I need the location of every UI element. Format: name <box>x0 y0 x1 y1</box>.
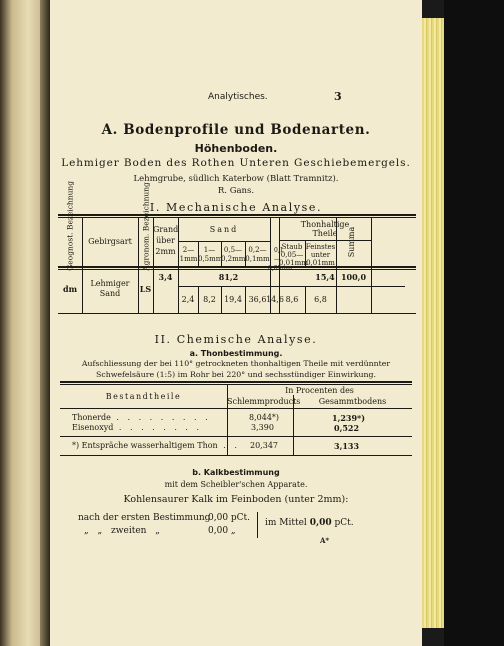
chem-sub-a: a. Thonbestimmung. <box>189 349 283 358</box>
col-grand: Grand über 2mm <box>153 225 179 256</box>
col-summa: Summa <box>347 226 356 258</box>
chem-sub-b: b. Kalkbestimmung <box>192 468 280 477</box>
cell-sand-total: 81,2 <box>218 272 239 282</box>
page-number: 3 <box>334 90 342 103</box>
sand-subcol: 1— 0,5mm <box>198 246 223 263</box>
chem-heading: II. Chemische Analyse. <box>154 333 318 346</box>
cell-geognost: dm <box>62 284 78 294</box>
thon-subcol: Feinstes unter 0,01mm <box>305 243 336 267</box>
kalk-title: Kohlensaurer Kalk im Feinboden (unter 2mm): <box>123 494 349 505</box>
cell-thon: 6,8 <box>314 295 327 304</box>
section-subtitle: Höhenboden. <box>194 142 278 155</box>
col-thon: Thonhaltige Theile <box>300 220 350 238</box>
col-percent: In Procenten des <box>285 386 354 395</box>
thon-subcol: Staub 0,05— 0,01mm <box>279 243 308 267</box>
book-cover <box>444 0 504 646</box>
cell-sand: 14,6 <box>266 295 284 304</box>
cell-sand: 36,6 <box>248 295 267 304</box>
row-gesamt: 1,239*) <box>332 413 366 423</box>
col-agronom: Agronom. Bezeichnung <box>141 182 151 271</box>
footnote-schlemm: 20,347 <box>250 441 278 450</box>
cell-thon-total: 15,4 <box>315 272 335 282</box>
running-title: Analytisches. <box>208 92 268 102</box>
leader-dots: . . . . . . . . <box>113 423 203 432</box>
cell-sand: 2,4 <box>181 295 195 304</box>
sand-subcol: 2— 1mm <box>179 246 198 263</box>
facing-page-edge <box>0 0 40 646</box>
author: R. Gans. <box>217 186 255 196</box>
apparatus-line: mit dem Scheibler'schen Apparate. <box>164 480 308 489</box>
row-schlemm: 3,390 <box>251 423 274 432</box>
col-bestandtheile: Bestandtheile <box>105 392 182 401</box>
mean-line: im Mittel 0,00 pCt. <box>265 518 354 528</box>
kalk-row-label: „ „ zweiten „ <box>84 526 160 536</box>
chem-desc-1: Aufschliessung der bei 110° getrockneten thonhaltigen Theile mit verdünnter <box>81 359 391 368</box>
col-schlemm: Schlemmproducts <box>227 397 301 406</box>
mech-heading: I. Mechanische Analyse. <box>149 201 323 214</box>
location-line: Lehmgrube, südlich Katerbow (Blatt Tramnitz). <box>133 174 339 184</box>
cell-sand: 19,4 <box>224 295 242 304</box>
cell-gebirgsart: Lehmiger Sand <box>90 279 130 298</box>
row-schlemm: 8,044*) <box>249 413 280 422</box>
row-gesamt: 0,522 <box>334 423 360 433</box>
section-title: A. Bodenprofile und Bodenarten. <box>101 122 371 138</box>
chemical-analysis-table <box>50 0 422 470</box>
leader-dots: . . . . . . . . . <box>110 413 211 422</box>
cell-grand: 3,4 <box>158 272 173 282</box>
soil-title: Lehmiger Boden des Rothen Unteren Geschiebemergels. <box>61 157 411 169</box>
row-label: Eisenoxyd . . . . . . . . <box>72 423 203 432</box>
cell-sand: 8,2 <box>203 295 216 304</box>
chem-desc-2: Schwefelsäure (1:5) im Rohr bei 220° und sechsstündiger Einwirkung. <box>96 370 376 379</box>
kalk-row-label: nach der ersten Bestimmung <box>78 513 211 523</box>
row-label: Thonerde . . . . . . . . . <box>72 413 211 422</box>
bracket <box>257 512 258 538</box>
sand-subcol: 0,1— 0,05mm <box>268 247 293 272</box>
signature-mark: A* <box>320 536 330 545</box>
book-page <box>50 0 422 646</box>
footnote-gesamt: 3,133 <box>334 441 360 451</box>
leader-dots: . . <box>217 441 240 450</box>
footnote-label: *) Entspräche wasserhaltigem Thon . . <box>72 441 240 450</box>
kalk-row-value: 0,00 pCt. <box>208 513 251 523</box>
kalk-row-value: 0,00 „ <box>208 526 236 536</box>
cell-thon: 8,6 <box>285 295 299 304</box>
book-gutter <box>40 0 50 646</box>
sand-subcol: 0,2— 0,1mm <box>245 246 270 263</box>
col-geognost: Geognost. Bezeichnung <box>65 180 75 271</box>
sand-subcol: 0,5— 0,2mm <box>221 246 246 263</box>
col-gesamt: Gesammtbodens <box>318 397 387 406</box>
page-block-edge <box>422 18 444 628</box>
col-gebirgsart: Gebirgsart <box>88 237 132 246</box>
col-sand: Sand <box>209 225 239 234</box>
cell-summa: 100,0 <box>340 272 367 282</box>
cell-agronom: LS <box>139 284 152 294</box>
